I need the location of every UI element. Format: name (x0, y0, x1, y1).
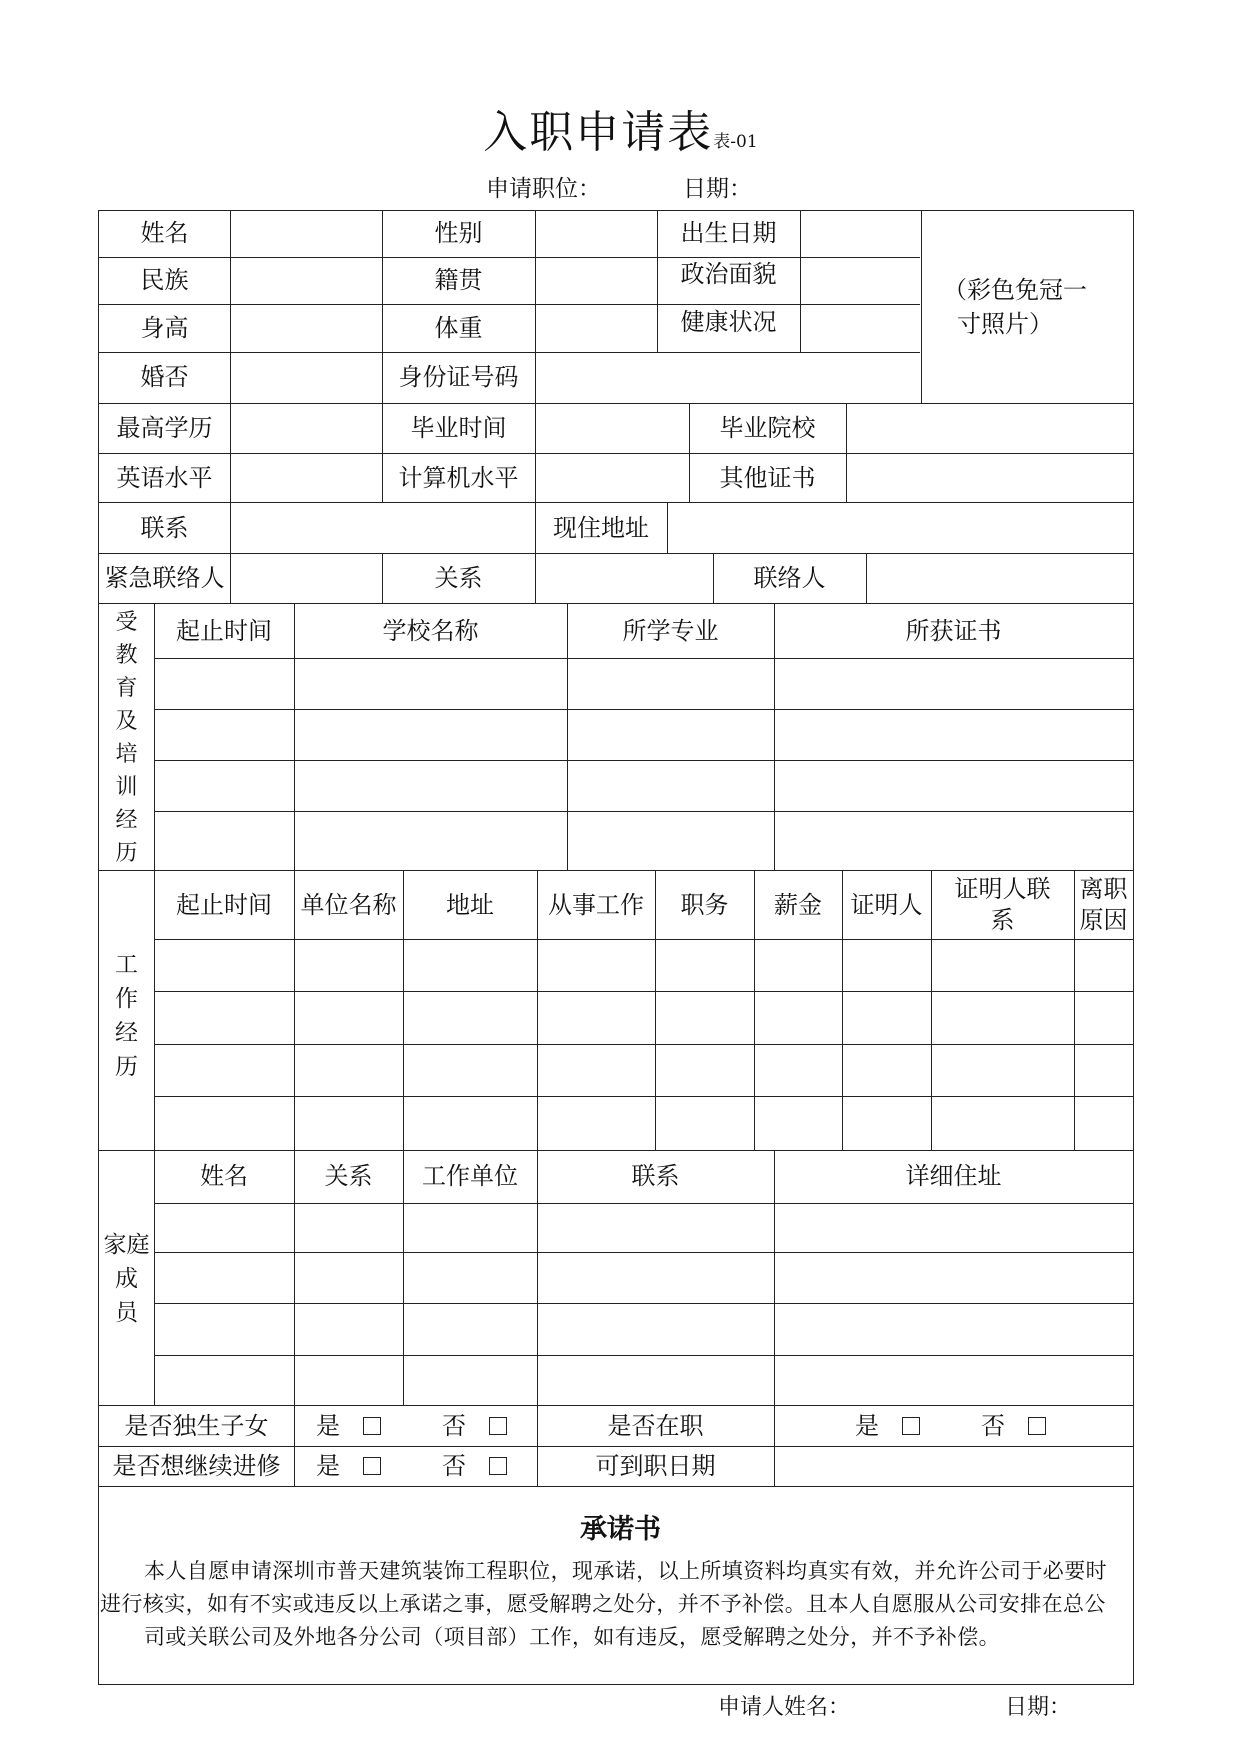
label-contact: 联系 (140, 514, 189, 542)
edu-header-school: 学校名称 (382, 617, 479, 645)
label-marital: 婚否 (140, 363, 189, 391)
work-header-position: 职务 (680, 891, 729, 919)
checkbox-icon[interactable] (1028, 1417, 1046, 1435)
edu-header-period: 起止时间 (176, 617, 272, 645)
form-title-main: 入职申请表 (483, 107, 714, 158)
label-other-cert: 其他证书 (719, 464, 816, 492)
pledge-line-1: 本人自愿申请深圳市普天建筑装饰工程职位，现承诺，以上所填资料均真实有效，并允许公司于必要时 (144, 1559, 1107, 1583)
pledge-line-3: 司或关联公司及外地各分公司（项目部）工作，如有违反，愿受解聘之处分，并不予补偿。 (144, 1625, 1000, 1649)
label-emergency-phone: 联络人 (753, 564, 826, 592)
form-title (0, 96, 1241, 160)
label-grad-time: 毕业时间 (410, 414, 507, 442)
employed-yes[interactable]: 是 (855, 1411, 920, 1441)
family-header-contact: 联系 (631, 1162, 680, 1190)
label-name: 姓名 (140, 219, 189, 247)
family-header-relation: 关系 (324, 1162, 373, 1190)
label-birth-date: 出生日期 (680, 219, 777, 247)
employed-no[interactable]: 否 (981, 1411, 1046, 1441)
further-study-no[interactable]: 否 (442, 1451, 507, 1481)
label-health: 健康状况 (680, 308, 777, 336)
label-further-study: 是否想继续进修 (112, 1452, 281, 1480)
checkbox-icon[interactable] (363, 1417, 381, 1435)
only-child-yes[interactable]: 是 (316, 1411, 381, 1441)
apply-position-label: 申请职位： (486, 176, 601, 202)
edu-header-major: 所学专业 (622, 617, 719, 645)
applicant-name-label: 申请人姓名： (718, 1695, 851, 1720)
label-only-child: 是否独生子女 (124, 1412, 269, 1440)
label-grad-school: 毕业院校 (719, 414, 816, 442)
form-code: 表-01 (713, 132, 758, 152)
label-native-place: 籍贯 (434, 266, 483, 294)
apply-date-label: 日期： (683, 176, 752, 202)
label-computer: 计算机水平 (398, 464, 519, 492)
work-header-salary: 薪金 (774, 891, 822, 919)
pledge-title: 承诺书 (580, 1514, 661, 1545)
label-relation: 关系 (434, 564, 483, 592)
work-header-period: 起止时间 (176, 891, 272, 919)
photo-note-line2: 寸照片） (957, 310, 1053, 338)
photo-note-line1: （彩色免冠一 (943, 276, 1087, 304)
family-side-label: 家庭 成 员 (103, 1232, 150, 1326)
label-id-number: 身份证号码 (398, 363, 519, 391)
edu-header-certificate: 所获证书 (905, 617, 1002, 645)
label-gender: 性别 (434, 219, 483, 247)
family-header-employer: 工作单位 (422, 1162, 518, 1190)
work-header-address: 地址 (446, 891, 494, 919)
apply-line (486, 170, 752, 203)
pledge-date-label: 日期： (1005, 1695, 1072, 1720)
label-english: 英语水平 (116, 464, 213, 492)
pledge-line-2: 进行核实，如有不实或违反以上承诺之事，愿受解聘之处分，并不予补偿。且本人自愿服从公司安排在总公 (100, 1592, 1106, 1616)
work-header-reference: 证明人 (850, 891, 923, 919)
education-side-label: 受 教 育 及 培 训 经 历 (115, 610, 138, 866)
work-header-leave-reason: 离职 原因 (1079, 875, 1128, 934)
family-header-name: 姓名 (200, 1162, 248, 1190)
label-ethnicity: 民族 (140, 266, 189, 294)
family-header-address: 详细住址 (905, 1162, 1002, 1190)
checkbox-icon[interactable] (489, 1417, 507, 1435)
label-weight: 体重 (434, 314, 483, 342)
label-political-status: 政治面貌 (680, 260, 777, 288)
work-header-company: 单位名称 (300, 891, 397, 919)
label-emergency-contact: 紧急联络人 (104, 564, 225, 592)
only-child-no[interactable]: 否 (442, 1411, 507, 1441)
label-employed: 是否在职 (607, 1412, 704, 1440)
pledge-text (100, 1555, 1134, 1654)
checkbox-icon[interactable] (363, 1457, 381, 1475)
label-address: 现住地址 (553, 514, 649, 542)
further-study-yes[interactable]: 是 (316, 1451, 381, 1481)
work-header-job: 从事工作 (548, 891, 644, 919)
label-education: 最高学历 (116, 414, 213, 442)
checkbox-icon[interactable] (902, 1417, 920, 1435)
label-start-date: 可到职日期 (595, 1452, 716, 1480)
checkbox-icon[interactable] (489, 1457, 507, 1475)
work-header-reference-contact: 证明人联 系 (954, 875, 1051, 934)
work-side-label: 工 作 经 历 (115, 952, 138, 1080)
label-height: 身高 (140, 314, 189, 342)
